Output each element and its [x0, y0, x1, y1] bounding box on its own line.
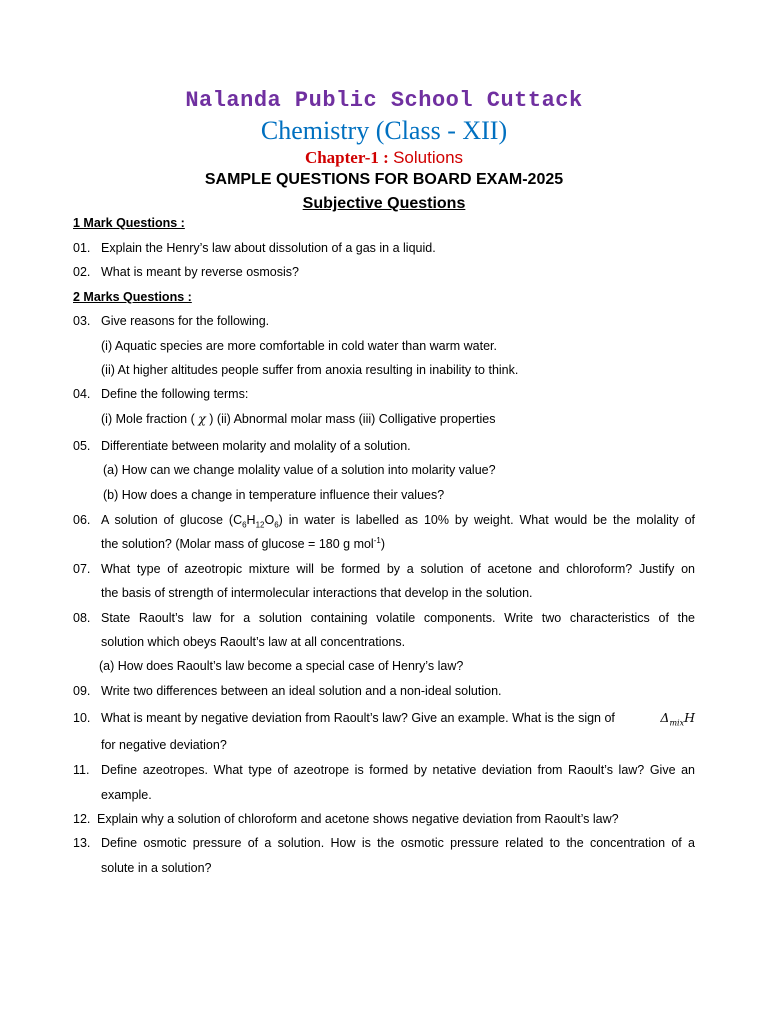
- text-run: A solution of glucose (C: [101, 513, 243, 527]
- question-number: 04.: [73, 387, 91, 401]
- question-text-line: for negative deviation?: [101, 738, 227, 752]
- question-text: What is meant by reverse osmosis?: [101, 265, 299, 279]
- question-text: Give reasons for the following.: [101, 314, 270, 328]
- question-text-line: solution which obeys Raoult’s law at all concentrations.: [101, 635, 406, 649]
- subtitle-heading: Subjective Questions: [302, 195, 466, 212]
- question-text-line: example.: [101, 788, 152, 802]
- question-text-line: What type of azeotropic mixture will be formed by a solution of acetone and chloroform? Justify on: [101, 562, 695, 576]
- sub-question-suffix: ) (ii) Abnormal molar mass (iii) Colligative properties: [205, 412, 496, 426]
- sub-question: (i) Aquatic species are more comfortable in cold water than warm water.: [101, 339, 498, 353]
- question-text-line: State Raoult’s law for a solution containing volatile components. Write two characteristics of the: [101, 611, 695, 625]
- sub-question: [101, 411, 496, 427]
- text-run: ) in water is labelled as 10% by weight. What would be the molality of: [278, 513, 695, 527]
- school-name: Nalanda Public School Cuttack: [185, 88, 583, 113]
- delta-symbol: Δ: [660, 710, 670, 725]
- question-number: 07.: [73, 562, 91, 576]
- subscript: 6: [242, 520, 247, 530]
- text-run: ): [380, 537, 386, 551]
- sub-question: (a) How can we change molality value of a solution into molarity value?: [103, 463, 496, 477]
- question-text-line: [101, 536, 385, 552]
- section-one-mark: 1 Mark Questions :: [73, 216, 185, 230]
- exam-heading: SAMPLE QUESTIONS FOR BOARD EXAM-2025: [204, 171, 564, 188]
- subscript: 12: [255, 520, 265, 530]
- chapter-heading: [0, 148, 768, 168]
- section-two-marks: 2 Marks Questions :: [73, 290, 192, 304]
- sub-question: (a) How does Raoult’s law become a special case of Henry’s law?: [99, 659, 464, 673]
- question-number: 10.: [73, 711, 91, 725]
- question-number: 12.: [73, 812, 91, 826]
- sub-question: (b) How does a change in temperature influence their values?: [103, 488, 445, 502]
- question-text-line: Define osmotic pressure of a solution. How is the osmotic pressure related to the concentration of a: [101, 836, 695, 850]
- question-text-line: [101, 710, 695, 732]
- question-number: 03.: [73, 314, 91, 328]
- sub-question: (ii) At higher altitudes people suffer from anoxia resulting in inability to think.: [101, 363, 519, 377]
- text-run: H: [246, 513, 256, 527]
- subject-title: Chemistry (Class - XII): [260, 116, 508, 145]
- text-run: the solution? (Molar mass of glucose = 180 g mol: [101, 537, 374, 551]
- subscript: 6: [274, 520, 279, 530]
- chapter-topic: Solutions: [393, 148, 464, 167]
- question-text-line: solute in a solution?: [101, 861, 212, 875]
- sub-question-prefix: (i) Mole fraction (: [101, 412, 199, 426]
- question-number: 11.: [73, 763, 90, 777]
- question-text: Explain why a solution of chloroform and acetone shows negative deviation from Raoult’s law?: [97, 812, 619, 826]
- h-symbol: H: [684, 710, 695, 725]
- enthalpy-of-mixing-symbol: [660, 710, 695, 732]
- question-number: 09.: [73, 684, 91, 698]
- question-number: 01.: [73, 241, 91, 255]
- chi-symbol: χ: [198, 411, 206, 426]
- text-run: O: [264, 513, 275, 527]
- mix-subscript: mix: [669, 718, 685, 728]
- question-number: 06.: [73, 513, 91, 527]
- question-number: 05.: [73, 439, 91, 453]
- question-text: Differentiate between molarity and molality of a solution.: [101, 439, 411, 453]
- question-text: Write two differences between an ideal solution and a non-ideal solution.: [101, 684, 502, 698]
- question-text: Define the following terms:: [101, 387, 249, 401]
- question-number: 08.: [73, 611, 91, 625]
- question-number: 02.: [73, 265, 91, 279]
- text-run: What is meant by negative deviation from Raoult’s law? Give an example. What is the sign of: [101, 711, 615, 725]
- question-text: Explain the Henry’s law about dissolution of a gas in a liquid.: [101, 241, 436, 255]
- question-text-line: Define azeotropes. What type of azeotrope is formed by netative deviation from Raoult’s law? Give an: [101, 763, 695, 777]
- question-text-line: [101, 512, 695, 528]
- superscript: -1: [373, 535, 381, 545]
- question-number: 13.: [73, 836, 91, 850]
- chapter-label: Chapter-1 :: [304, 148, 394, 167]
- question-text-line: the basis of strength of intermolecular interactions that develop in the solution.: [101, 586, 533, 600]
